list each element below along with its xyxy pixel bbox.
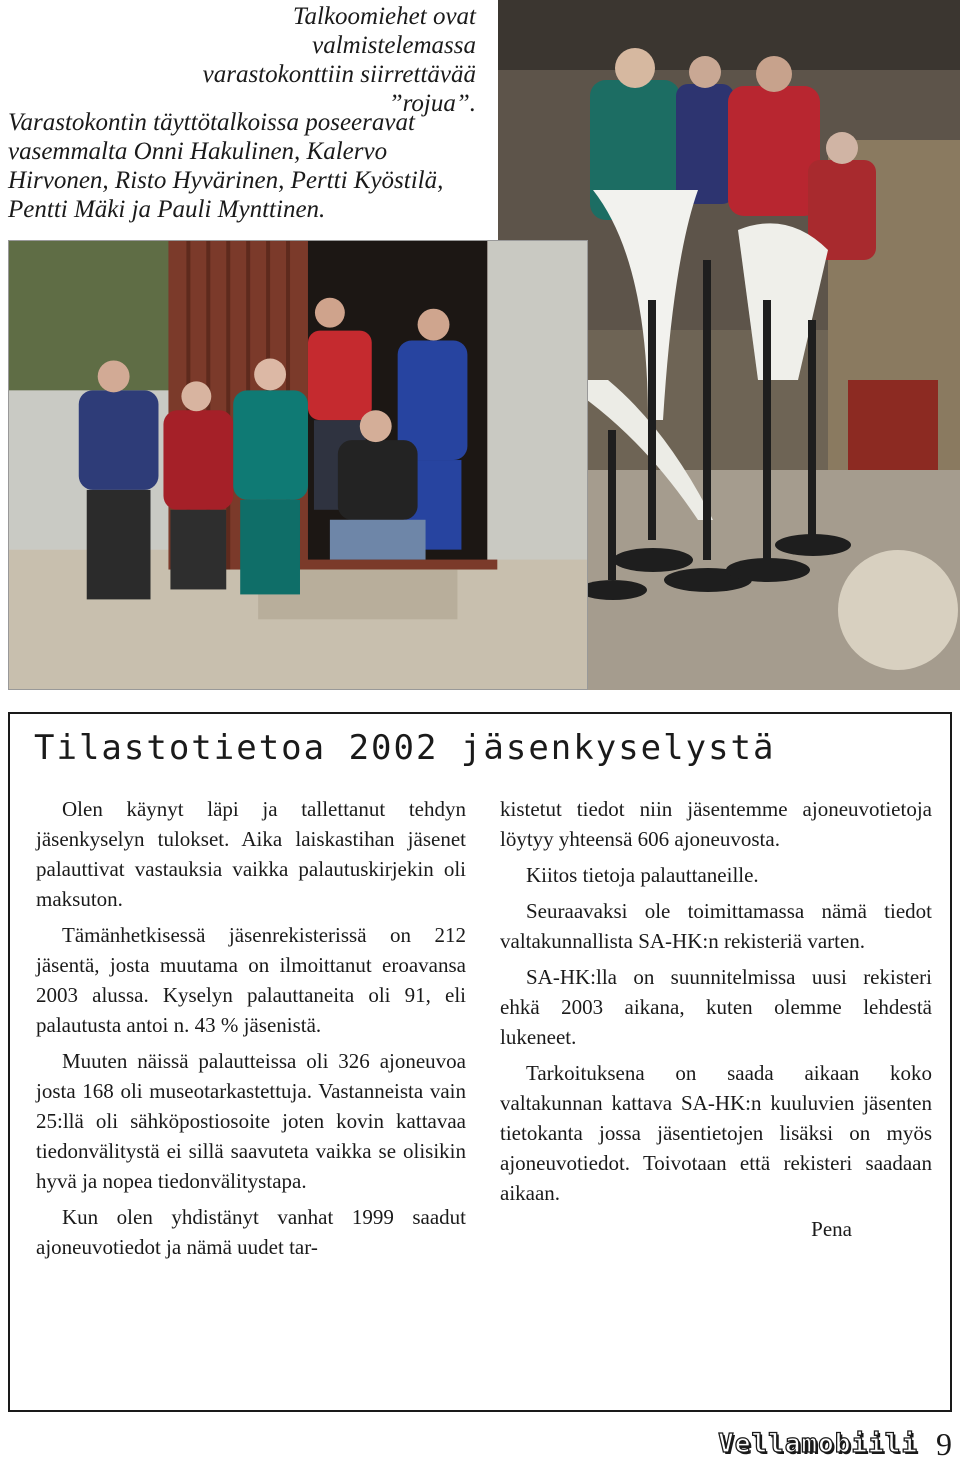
paragraph-2: Tämänhetkisessä jäsenrekisterissä on 212 jäsentä, josta muutama on ilmoittanut eroavansa 2003 alussa. Kyselyn palauttaneita oli 91, eli palautusta antoi n. 43 % jäsenistä. <box>36 923 466 1037</box>
paragraph-6: Seuraavaksi ole toimittamassa nämä tiedot valtakunnallista SA-HK:n rekisteriä varten. <box>500 899 932 953</box>
article-box <box>8 712 952 1412</box>
paragraph-continuation: kistetut tiedot niin jäsentemme ajoneuvotietoja löytyy yhteensä 606 ajoneuvosta. <box>500 797 932 851</box>
caption-left-photo-text: Varastokontin täyttötalkoissa poseeravat vasemmalta Onni Hakulinen, Kalervo Hirvonen, Risto Hyvärinen, Pertti Kyöstilä, Pentti Mäki ja Pauli Mynttinen. <box>8 109 444 223</box>
paragraph-5: Kiitos tietoja palauttaneille. <box>526 863 759 887</box>
article-title: Tilastotietoa 2002 jäsenkyselystä <box>34 728 776 768</box>
paragraph-7: SA-HK:lla on suunnitelmissa uusi rekisteri ehkä 2003 aikana, kuten olemme lehdestä lukeneet. <box>500 965 932 1049</box>
caption-left-photo <box>8 108 478 224</box>
caption-right-photo <box>180 2 476 118</box>
paragraph-8: Tarkoituksena on saada aikaan koko valtakunnan kattava SA-HK:n kuuluvien jäsenten tietokanta jossa jäsentietojen lisäksi on myös ajoneuvotiedot. Toivotaan että rekisteri saadaan aikaan. <box>500 1061 932 1205</box>
page-footer <box>700 1424 952 1464</box>
magazine-name: Vellamobiili <box>718 1429 918 1459</box>
paragraph-3: Muuten näissä palautteissa oli 326 ajoneuvoa josta 168 oli museotarkastettuja. Vastanneista vain 25:llä oli sähköpostiosoite joten kovin kattavaa tiedonvälitystä ei sillä saavuteta vaikka se olisikin hyvä ja nopea tiedonvälitystapa. <box>36 1049 466 1193</box>
photo-container-men-image <box>9 241 587 689</box>
caption-right-photo-text: Talkoomiehet ovat valmistelemassa varastokonttiin siirrettävää ”rojua”. <box>202 3 476 117</box>
signature: Pena <box>811 1217 852 1241</box>
paragraph-4: Kun olen yhdistänyt vanhat 1999 saadut ajoneuvotiedot ja nämä uudet tar- <box>36 1205 466 1259</box>
page-number: 9 <box>936 1425 952 1462</box>
paragraph-1: Olen käynyt läpi ja tallettanut tehdyn jäsenkyselyn tulokset. Aika laiskastihan jäsenet palauttivat vastauksia vaikka palautuskirjekin oli maksuton. <box>36 797 466 911</box>
article-column-right <box>500 794 932 1250</box>
article-column-left <box>36 794 466 1268</box>
photo-container-men <box>8 240 588 690</box>
